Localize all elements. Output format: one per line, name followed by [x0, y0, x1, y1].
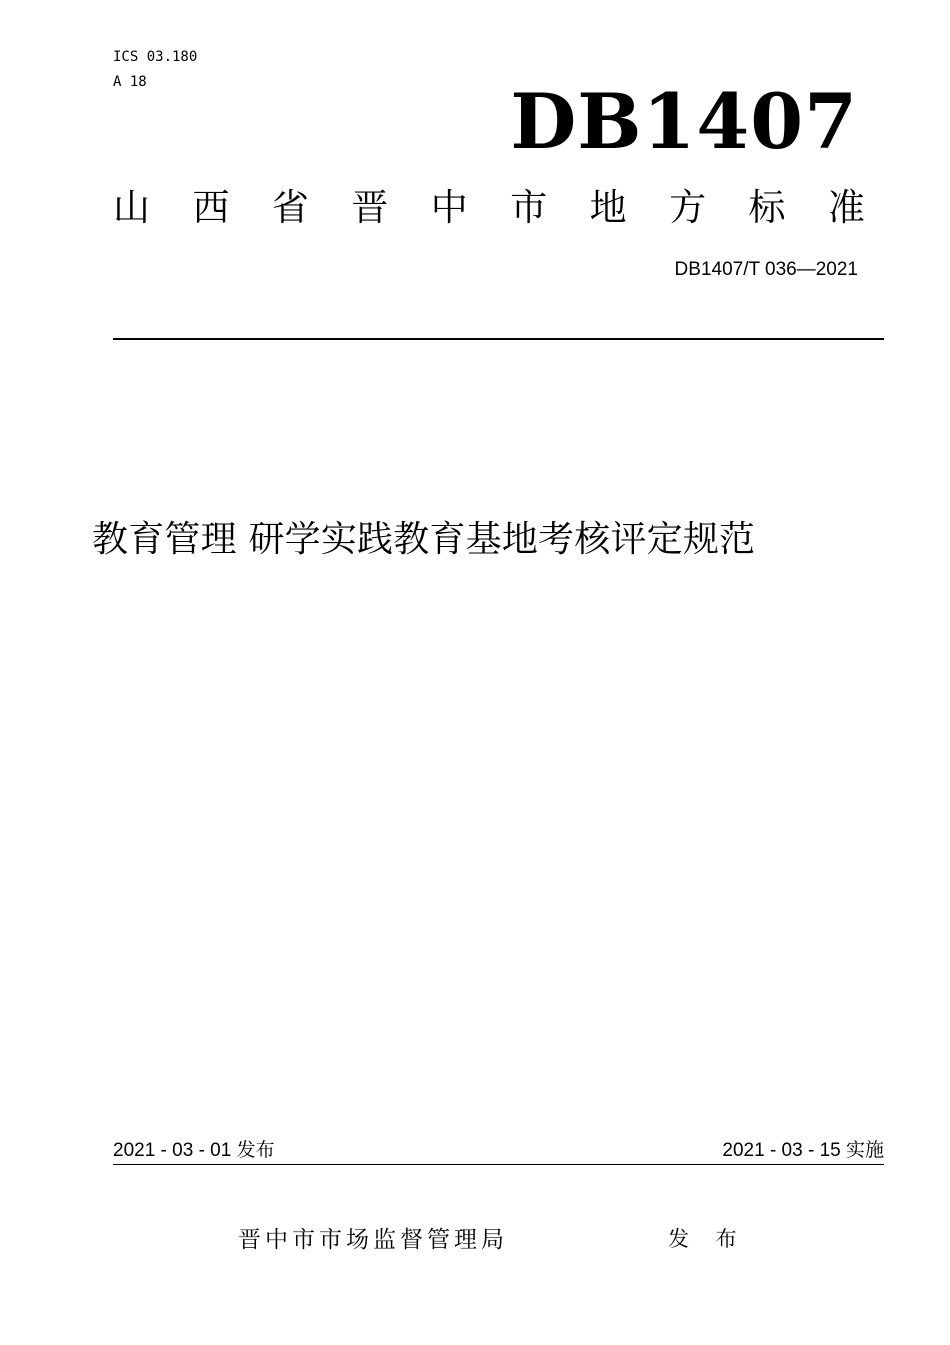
issue-date: 2021 - 03 - 01 发布 [113, 1140, 275, 1161]
standard-type-heading [113, 186, 865, 230]
ics-code: ICS 03.180 [113, 49, 198, 65]
implementation-date: 2021 - 03 - 15 实施 [722, 1140, 884, 1161]
standard-type-char: 晋 [351, 186, 389, 229]
footer-divider [113, 1164, 884, 1165]
standard-type-char: 市 [510, 186, 548, 229]
standard-type-char: 中 [430, 186, 468, 229]
publish-label: 发 布 [668, 1227, 747, 1251]
ccs-code: A 18 [113, 74, 147, 90]
standard-code-logo: DB1407 [510, 77, 858, 166]
standard-type-char: 省 [271, 186, 309, 229]
standard-type-char: 标 [748, 186, 786, 229]
standard-type-char: 地 [589, 186, 627, 229]
standard-type-char: 方 [669, 186, 707, 229]
standard-type-char: 山 [113, 186, 150, 229]
standard-type-char: 准 [827, 186, 865, 229]
document-title: 教育管理 研学实践教育基地考核评定规范 [92, 519, 756, 560]
publisher-name: 晋中市市场监督管理局 [238, 1227, 508, 1253]
standard-number: DB1407/T 036—2021 [674, 259, 858, 280]
standard-type-char: 西 [192, 186, 230, 229]
header-divider [113, 338, 884, 340]
